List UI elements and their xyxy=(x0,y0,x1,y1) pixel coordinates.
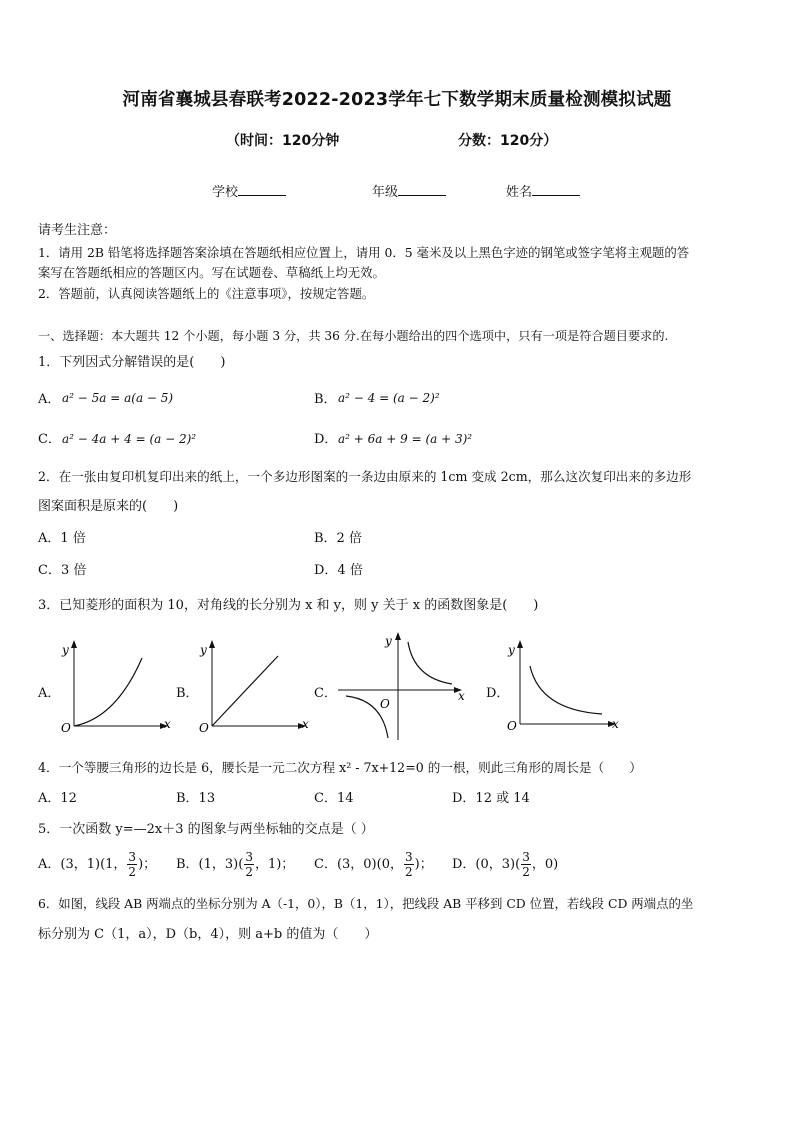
q1-option-b: a² − 4 = (a − 2)² xyxy=(338,391,440,405)
q3a-x-label: x xyxy=(164,717,171,731)
q5-option-d xyxy=(452,850,558,879)
q5-c-post: )； xyxy=(414,857,433,872)
frac-den: 2 xyxy=(522,865,530,879)
q2-option-b: B．2 倍 xyxy=(314,531,362,546)
q3-stem: 3．已知菱形的面积为 10，对角线的长分别为 x 和 y，则 y 关于 x 的函数图象是( ) xyxy=(38,598,539,613)
q2-stem-line2: 图案面积是原来的( ) xyxy=(38,499,179,514)
q1-option-c-label: C． xyxy=(38,432,61,447)
q3-graph-b xyxy=(194,636,314,736)
q3c-x-label: x xyxy=(458,689,465,703)
frac-num: 3 xyxy=(245,850,253,864)
q1-option-d: a² + 6a + 9 = (a + 3)² xyxy=(338,432,473,446)
fraction-3-2 xyxy=(127,850,137,879)
q3d-origin-label: O xyxy=(507,719,517,733)
q4-stem: 4．一个等腰三角形的边长是 6，腰长是一元二次方程 x² - 7x+12=0 的一根，则此三角形的周长是（ ） xyxy=(38,760,642,775)
school-blank xyxy=(238,183,286,196)
school-field xyxy=(212,181,286,200)
q2-stem-line1: 2．在一张由复印机复印出来的纸上，一个多边形图案的一条边由原来的 1cm 变成 2cm，那么这次复印出来的多边形 xyxy=(38,469,692,484)
q3-graph-d xyxy=(504,636,628,736)
q3-graph-a xyxy=(56,636,176,736)
exam-title: 河南省襄城县春联考2022-2023学年七下数学期末质量检测模拟试题 xyxy=(122,90,672,110)
grade-field xyxy=(372,181,446,200)
q5-c-pre: C．(3，0)(0， xyxy=(314,857,403,872)
q4-option-b: B．13 xyxy=(176,791,216,806)
q5-b-post: ，1)； xyxy=(254,857,295,872)
q3-graph-c xyxy=(334,628,474,744)
q3-option-a-label: A． xyxy=(38,686,61,701)
q5-d-pre: D．(0，3)( xyxy=(452,857,521,872)
q6-stem-line1: 6．如图，线段 AB 两端点的坐标分别为 A（-1，0），B（1，1），把线段 AB 平移到 CD 位置，若线段 CD 两端点的坐 xyxy=(38,896,694,911)
q3-option-d-label: D． xyxy=(486,686,510,701)
q5-option-a xyxy=(38,850,156,879)
fraction-3-2 xyxy=(521,850,531,879)
q4-option-c: C．14 xyxy=(314,791,354,806)
q1-option-c: a² − 4a + 4 = (a − 2)² xyxy=(62,432,197,446)
frac-num: 3 xyxy=(404,850,413,864)
q3a-y-label: y xyxy=(62,643,69,657)
q5-option-b xyxy=(176,850,294,879)
q2-option-d: D．4 倍 xyxy=(314,563,363,578)
q1-stem: 1．下列因式分解错误的是( ) xyxy=(38,355,226,370)
frac-den: 2 xyxy=(245,865,253,879)
q5-b-pre: B．(1，3)( xyxy=(176,857,244,872)
q5-d-post: ，0) xyxy=(531,857,559,872)
q6-stem-line2: 标分别为 C（1，a），D（b，4），则 a+b 的值为（ ） xyxy=(38,927,378,942)
notice-item1-line2: 案写在答题纸相应的答题区内。写在试题卷、草稿纸上均无效。 xyxy=(38,265,385,280)
q4-option-d: D．12 或 14 xyxy=(452,791,530,806)
grade-blank xyxy=(398,183,446,196)
q3d-y-label: y xyxy=(508,643,515,657)
frac-den: 2 xyxy=(128,865,137,879)
notice-heading: 请考生注意： xyxy=(38,223,117,238)
grade-label: 年级 xyxy=(372,185,399,200)
frac-num: 3 xyxy=(128,850,137,864)
q3-option-b-label: B． xyxy=(176,686,199,701)
exam-time: （时间：120分钟 xyxy=(226,133,340,149)
q1-option-a: a² − 5a = a(a − 5) xyxy=(62,391,174,405)
q3a-origin-label: O xyxy=(61,721,71,735)
q3b-y-label: y xyxy=(200,643,207,657)
frac-den: 2 xyxy=(404,865,413,879)
q2-option-c: C．3 倍 xyxy=(38,563,87,578)
q3b-origin-label: O xyxy=(199,721,209,735)
school-label: 学校 xyxy=(212,185,239,200)
q3b-x-label: x xyxy=(302,717,309,731)
q5-a-post: )； xyxy=(138,857,157,872)
name-label: 姓名 xyxy=(506,185,533,200)
q5-stem: 5．一次函数 y=—2x＋3 的图象与两坐标轴的交点是（ ） xyxy=(38,822,374,837)
fraction-3-2 xyxy=(404,850,414,879)
q3-option-c-label: C． xyxy=(314,686,337,701)
name-field xyxy=(506,181,580,200)
name-blank xyxy=(532,183,580,196)
q3c-origin-label: O xyxy=(380,697,390,711)
q2-option-a: A．1 倍 xyxy=(38,531,86,546)
q1-option-b-label: B． xyxy=(314,392,337,407)
fraction-3-2 xyxy=(244,850,254,879)
q3c-y-label: y xyxy=(385,634,392,648)
q3d-x-label: x xyxy=(612,717,619,731)
exam-score: 分数：120分） xyxy=(458,133,558,149)
q5-a-pre: A．(3，1)(1， xyxy=(38,857,127,872)
section1-heading: 一、选择题：本大题共 12 个小题，每小题 3 分，共 36 分.在每小题给出的四个选项中，只有一项是符合题目要求的. xyxy=(38,329,669,343)
q4-option-a: A．12 xyxy=(38,791,77,806)
q1-option-d-label: D． xyxy=(314,432,338,447)
q1-option-a-label: A． xyxy=(38,392,61,407)
frac-num: 3 xyxy=(522,850,530,864)
notice-item2: 2．答题前，认真阅读答题纸上的《注意事项》，按规定答题。 xyxy=(38,286,375,301)
notice-item1-line1: 1．请用 2B 铅笔将选择题答案涂填在答题纸相应位置上，请用 0．5 毫米及以上黑色字迹的钢笔或签字笔将主观题的答 xyxy=(38,245,690,260)
q5-option-c xyxy=(314,850,433,879)
